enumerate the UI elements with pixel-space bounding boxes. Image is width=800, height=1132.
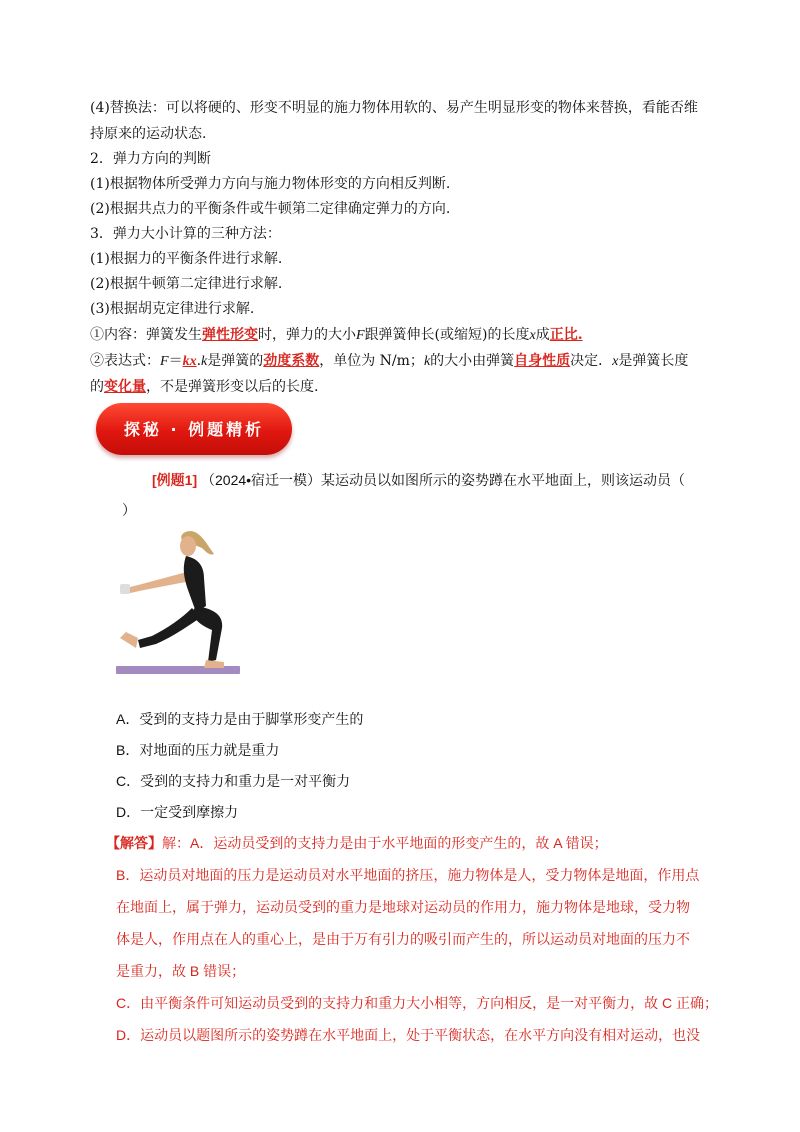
text-run: ，不是弹簧形变以后的长度. bbox=[146, 379, 319, 395]
section-2-item2: (2)根据共点力的平衡条件或牛顿第二定律确定弹力的方向. bbox=[90, 201, 451, 217]
option-a: A．受到的支持力是由于脚掌形变产生的 bbox=[116, 711, 364, 727]
answer-line3: 在地面上，属于弹力，运动员受到的重力是地球对运动员的作用力，施力物体是地球，受力物 bbox=[116, 899, 690, 915]
text-run: ①内容：弹簧发生 bbox=[90, 327, 202, 343]
section-3-title: 3．弹力大小计算的三种方法： bbox=[90, 226, 281, 242]
text-run: ，单位为 N/m； bbox=[319, 353, 424, 369]
hooke-content-line bbox=[90, 325, 583, 346]
text-run: 解：A．运动员受到的支持力是由于水平地面的形变产生的，故 A 错误； bbox=[162, 835, 608, 851]
text-run: 是弹簧的 bbox=[207, 353, 264, 369]
symbol-k: k bbox=[423, 354, 431, 369]
section-3-item3: (3)根据胡克定律进行求解. bbox=[90, 301, 255, 317]
head-shape bbox=[180, 536, 196, 556]
keyword-change-amount: 变化量 bbox=[104, 379, 146, 395]
section-banner bbox=[96, 403, 292, 455]
symbol-k: k bbox=[201, 354, 208, 369]
section-2-title: 2．弹力方向的判断 bbox=[90, 151, 211, 167]
answer-line1 bbox=[106, 833, 608, 853]
athlete-squat-image bbox=[112, 528, 244, 680]
text-run: 成 bbox=[535, 327, 550, 343]
symbol-x: x bbox=[529, 328, 536, 343]
section-2-item1: (1)根据物体所受弹力方向与施力物体形变的方向相反判断. bbox=[90, 176, 451, 192]
option-d: D．一定受到摩擦力 bbox=[116, 804, 239, 820]
text-run: ②表达式： bbox=[90, 353, 160, 369]
keyword-elastic-deformation: 弹性形变 bbox=[202, 327, 258, 343]
symbol-x: x bbox=[612, 354, 619, 369]
answer-line5: 是重力，故 B 错误； bbox=[116, 963, 246, 979]
example-question bbox=[152, 470, 685, 490]
example-tag: [例题1] bbox=[152, 472, 198, 488]
banner-label: 探秘 · 例题精析 bbox=[123, 420, 265, 439]
option-c: C．受到的支持力和重力是一对平衡力 bbox=[116, 773, 351, 789]
text-run: 是弹簧长度 bbox=[618, 353, 689, 369]
section-3-item2: (2)根据牛顿第二定律进行求解. bbox=[90, 276, 283, 292]
answer-line2: B．运动员对地面的压力是运动员对水平地面的挤压，施力物体是人，受力物体是地面，作用点 bbox=[116, 867, 700, 883]
keyword-stiffness: 劲度系数 bbox=[263, 353, 320, 369]
text-run: . bbox=[196, 353, 202, 369]
symbol-f: F bbox=[356, 328, 365, 343]
hooke-expression-line2 bbox=[90, 377, 318, 397]
answer-line4: 体是人，作用点在人的重心上，是由于万有引力的吸引而产生的，所以运动员对地面的压力不 bbox=[116, 931, 690, 947]
example-close-paren: ） bbox=[122, 502, 136, 518]
answer-line7: D．运动员以题图所示的姿势蹲在水平地面上，处于平衡状态，在水平方向没有相对运动，也没 bbox=[116, 1027, 701, 1043]
keyword-proportional: 正比. bbox=[549, 327, 583, 343]
example-text: （2024•宿迁一模）某运动员以如图所示的姿势蹲在水平地面上，则该运动员（ bbox=[201, 472, 686, 488]
text-run: 的大小由弹簧 bbox=[430, 353, 515, 369]
torso-shape bbox=[184, 556, 206, 612]
method-4-line1: (4)替换法：可以将硬的、形变不明显的施力物体用软的、易产生明显形变的物体来替换，看能否维 bbox=[90, 100, 698, 116]
answer-label: 【解答】 bbox=[106, 835, 162, 851]
symbol-f: F bbox=[160, 354, 169, 369]
text-run: 的 bbox=[90, 379, 104, 395]
front-foot-shape bbox=[120, 632, 138, 648]
option-b: B．对地面的压力就是重力 bbox=[116, 742, 280, 758]
text-run: 决定． bbox=[570, 353, 613, 369]
hooke-expression-line bbox=[90, 351, 688, 372]
text-run: 跟弹簧伸长(或缩短)的长度 bbox=[364, 327, 530, 343]
keyword-kx: kx bbox=[182, 354, 197, 369]
hands-shape bbox=[120, 584, 130, 594]
extended-leg-shape bbox=[138, 608, 200, 648]
method-4-line2: 持原来的运动状态. bbox=[90, 126, 207, 142]
text-run: ＝ bbox=[168, 353, 183, 369]
section-3-item1: (1)根据力的平衡条件进行求解. bbox=[90, 251, 283, 267]
keyword-intrinsic-property: 自身性质 bbox=[514, 353, 571, 369]
back-foot-shape bbox=[204, 660, 224, 668]
text-run: 时，弹力的大小 bbox=[258, 327, 356, 343]
answer-line6: C．由平衡条件可知运动员受到的支持力和重力大小相等，方向相反，是一对平衡力，故 C 正确； bbox=[116, 995, 718, 1011]
